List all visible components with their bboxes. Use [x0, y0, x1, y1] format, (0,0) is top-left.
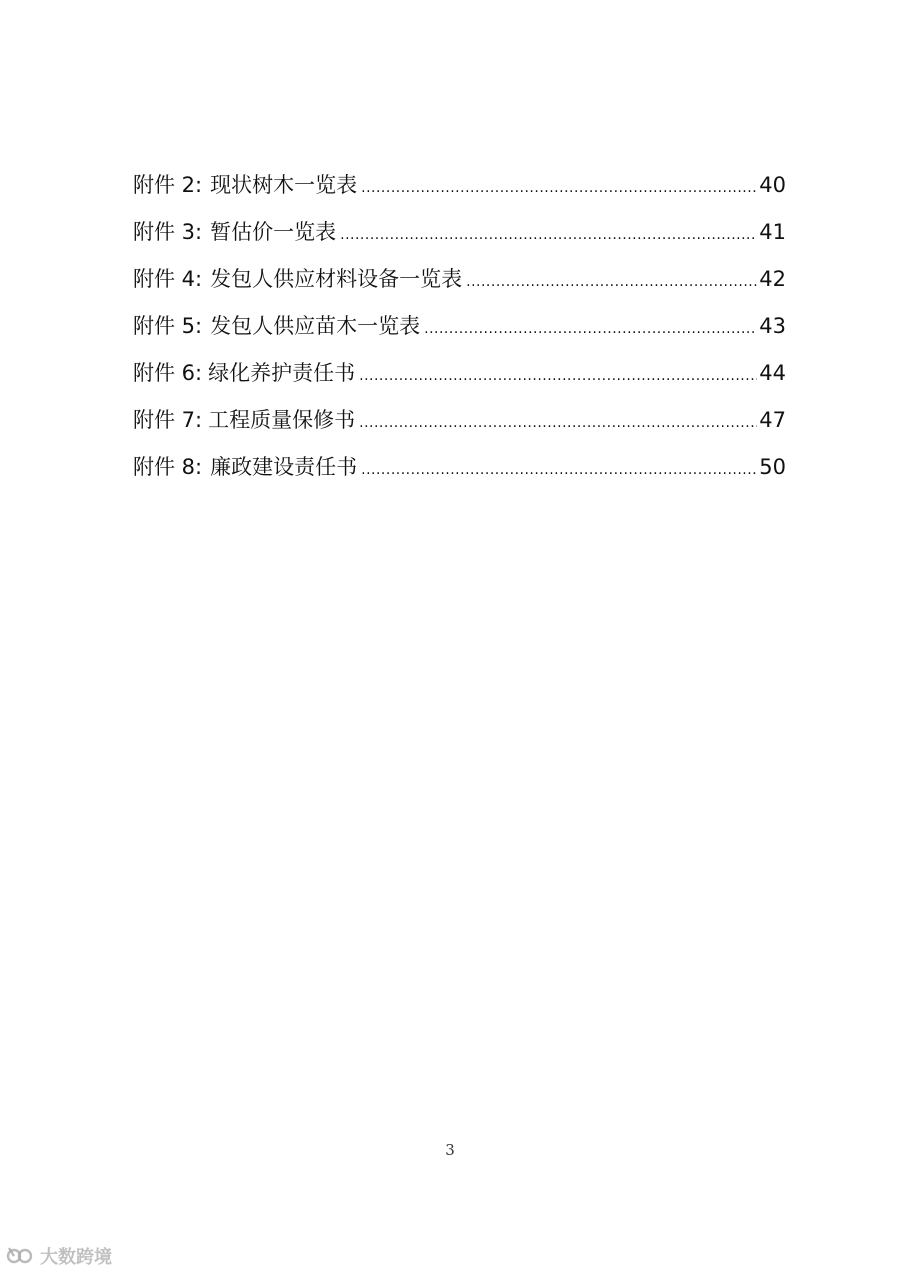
toc-entry-title: 发包人供应苗木一览表 — [210, 314, 421, 338]
toc-entry-title: 廉政建设责任书 — [210, 455, 358, 479]
toc-entry-page: 40 — [759, 173, 786, 197]
toc-entry-label: 附件 8: — [133, 455, 203, 479]
dot-leader — [340, 212, 757, 259]
toc-entry-page: 50 — [759, 455, 786, 479]
toc-entry-label: 附件 7: — [133, 408, 203, 432]
toc-entry-label: 附件 2: — [133, 173, 203, 197]
toc-entry-title: 暂估价一览表 — [210, 220, 337, 244]
toc-entry-page: 42 — [759, 267, 786, 291]
toc-entry-label: 附件 5: — [133, 314, 203, 338]
toc-entry-label: 附件 3: — [133, 220, 203, 244]
dot-leader — [424, 306, 757, 353]
toc-entry[interactable] — [133, 209, 786, 256]
toc-entry[interactable] — [133, 444, 786, 491]
toc-entry[interactable] — [133, 256, 786, 303]
dot-leader — [466, 259, 757, 306]
toc-entry-title: 绿化养护责任书 — [208, 361, 356, 385]
toc-entry[interactable] — [133, 162, 786, 209]
toc-entry-title: 现状树木一览表 — [210, 173, 358, 197]
toc-entry-title: 发包人供应材料设备一览表 — [210, 267, 463, 291]
toc-entry-page: 47 — [759, 408, 786, 432]
toc-entry-page: 41 — [759, 220, 786, 244]
dot-leader — [359, 353, 757, 400]
toc-entry-title: 工程质量保修书 — [208, 408, 356, 432]
toc-entry-label: 附件 6: — [133, 361, 203, 385]
dot-leader — [361, 447, 757, 494]
table-of-contents — [133, 162, 786, 491]
toc-entry-label: 附件 4: — [133, 267, 203, 291]
toc-entry[interactable] — [133, 350, 786, 397]
toc-entry-page: 44 — [759, 361, 786, 385]
page-number: 3 — [445, 1141, 455, 1159]
watermark-text: 大数跨境 — [40, 1247, 112, 1268]
brand-logo-icon — [6, 1245, 36, 1267]
dot-leader — [361, 165, 757, 212]
watermark — [6, 1243, 112, 1269]
toc-entry-page: 43 — [759, 314, 786, 338]
toc-entry[interactable] — [133, 303, 786, 350]
toc-entry[interactable] — [133, 397, 786, 444]
dot-leader — [359, 400, 757, 447]
